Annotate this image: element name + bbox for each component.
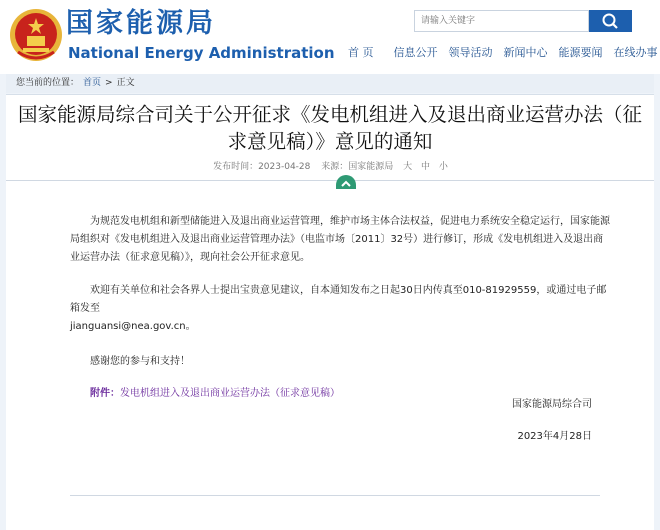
- nav-energy-news[interactable]: 能源要闻: [558, 46, 603, 59]
- search-button[interactable]: [589, 10, 632, 32]
- nav-leader-activities[interactable]: 领导活动: [448, 46, 493, 59]
- nav-news-center[interactable]: 新闻中心: [503, 46, 548, 59]
- site-name-en[interactable]: National Energy Administration: [68, 44, 335, 62]
- article-source: 来源：国家能源局: [321, 162, 394, 172]
- bottom-divider: [70, 495, 600, 496]
- main-nav: [348, 44, 660, 62]
- article-title: 国家能源局综合司关于公开征求《发电机组进入及退出商业运营办法（征求意见稿）》意见的通知: [18, 103, 643, 153]
- search-icon: [589, 10, 632, 32]
- signature-date: 2023年4月28日: [517, 431, 592, 442]
- font-size-medium-button[interactable]: 中: [421, 162, 431, 172]
- article-panel: [6, 94, 654, 530]
- attachment-label: 附件：: [90, 388, 120, 399]
- site-header: [0, 0, 660, 74]
- meta-divider: [6, 180, 654, 181]
- contact-email: jianguansi@nea.gov.cn。: [70, 321, 196, 332]
- font-size-small-button[interactable]: 小: [438, 162, 448, 172]
- search-input[interactable]: [414, 10, 589, 32]
- publish-time: 发布时间：2023-04-28: [213, 162, 311, 172]
- paragraph-2: [70, 282, 610, 318]
- chevron-up-icon: [336, 176, 356, 190]
- font-size-large-button[interactable]: 大: [403, 162, 413, 172]
- signature: 国家能源局综合司: [512, 399, 592, 410]
- article-body: [70, 213, 610, 403]
- paragraph-1: 为规范发电机组和新型储能进入及退出商业运营管理，维护市场主体合法权益，促进电力系统安全稳定运行，国家能源局组织对《发电机组进入及退出商业运营管理办法》（电监市场〔2011〕32号）进行修订，形成《发电机组进入及退出商业运营办法（征求意见稿）》，现向社会公开征求意见。: [70, 216, 610, 263]
- paragraph-3: 感谢您的参与和支持！: [90, 356, 190, 367]
- national-emblem-icon: [8, 6, 64, 64]
- paragraph-2-text: 欢迎有关单位和社会各界人士提出宝贵意见建议，自本通知发布之日起30日内传真至010-81929559，或通过电子邮箱发至: [70, 285, 607, 314]
- nav-info-disclosure[interactable]: 信息公开: [393, 46, 438, 59]
- article-meta: [6, 159, 654, 172]
- nav-home[interactable]: 首 页: [348, 46, 374, 59]
- attachment-link[interactable]: 发电机组进入及退出商业运营办法（征求意见稿）: [120, 388, 340, 399]
- breadcrumb-separator: >: [105, 78, 113, 88]
- site-name-cn[interactable]: 国家能源局: [66, 8, 216, 39]
- breadcrumb-current: 正文: [116, 78, 135, 88]
- breadcrumb-home-link[interactable]: 首页: [83, 78, 102, 88]
- breadcrumb-prefix: 您当前的位置：: [16, 78, 80, 88]
- breadcrumb: [6, 74, 654, 93]
- collapse-toggle-button[interactable]: [336, 175, 356, 189]
- nav-online-services[interactable]: 在线办事: [613, 46, 658, 59]
